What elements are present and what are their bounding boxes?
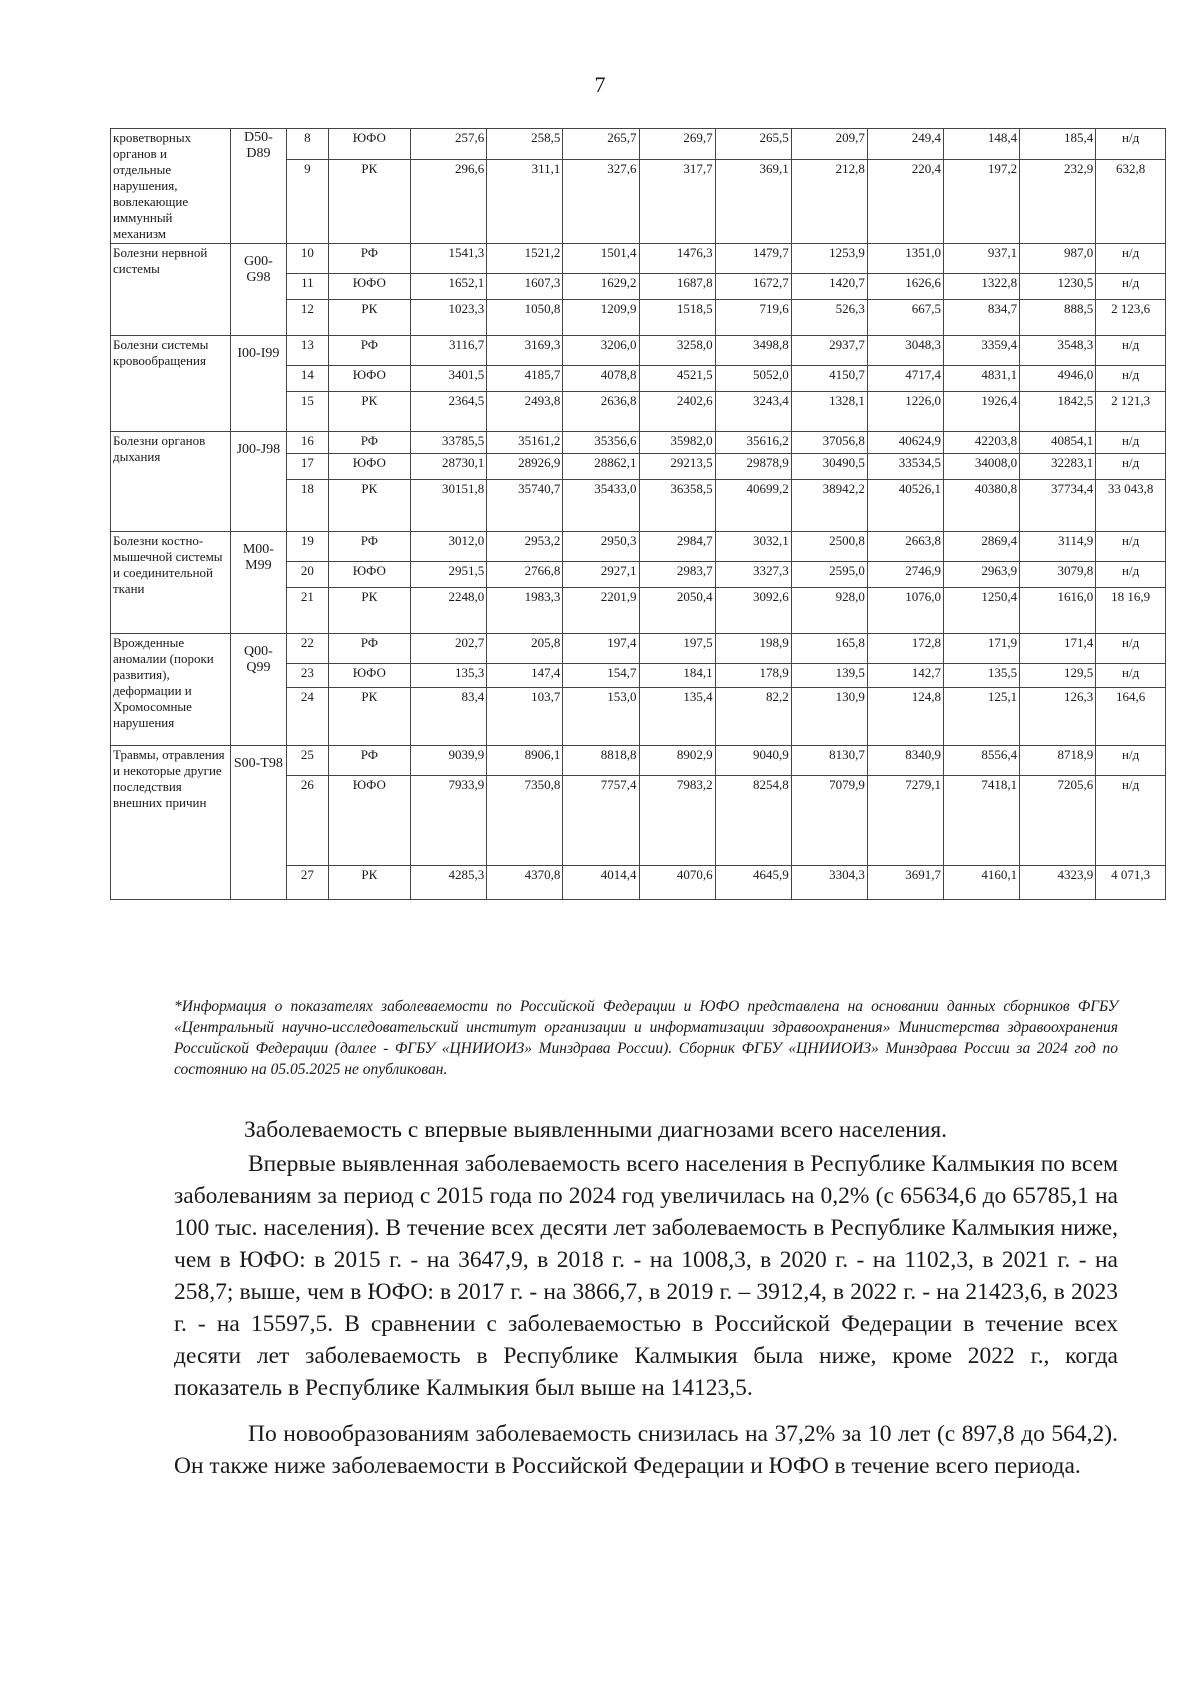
value-cell: 7350,8 bbox=[487, 776, 563, 866]
value-cell-2024: н/д bbox=[1096, 532, 1166, 562]
value-cell: 3498,8 bbox=[715, 336, 791, 366]
value-cell: 3012,0 bbox=[411, 532, 487, 562]
value-cell: 258,5 bbox=[487, 129, 563, 160]
value-cell: 3114,9 bbox=[1020, 532, 1096, 562]
value-cell: 232,9 bbox=[1020, 159, 1096, 243]
disease-group-label: Врожденные аномалии (пороки развития), деформации и Хромосомные нарушения bbox=[111, 634, 231, 746]
value-cell: 82,2 bbox=[715, 688, 791, 746]
value-cell: 2493,8 bbox=[487, 392, 563, 432]
disease-group-label: Болезни органов дыхания bbox=[111, 432, 231, 532]
value-cell: 3401,5 bbox=[411, 366, 487, 392]
value-cell: 2937,7 bbox=[791, 336, 867, 366]
morbidity-table bbox=[110, 128, 1166, 900]
disease-group-label: Болезни костно-мышечной системы и соединительной ткани bbox=[111, 532, 231, 634]
value-cell: 35616,2 bbox=[715, 432, 791, 454]
value-cell: 3079,8 bbox=[1020, 562, 1096, 588]
value-cell-2024: н/д bbox=[1096, 432, 1166, 454]
value-cell: 311,1 bbox=[487, 159, 563, 243]
value-cell: 3258,0 bbox=[639, 336, 715, 366]
value-cell: 1626,6 bbox=[867, 274, 943, 300]
region-cell: ЮФО bbox=[328, 129, 411, 160]
icd-code: S00-T98 bbox=[230, 746, 287, 900]
value-cell: 148,4 bbox=[944, 129, 1020, 160]
value-cell: 1518,5 bbox=[639, 300, 715, 336]
value-cell: 937,1 bbox=[944, 244, 1020, 274]
value-cell: 35161,2 bbox=[487, 432, 563, 454]
value-cell: 8818,8 bbox=[563, 746, 639, 776]
row-number: 11 bbox=[287, 274, 328, 300]
value-cell: 1050,8 bbox=[487, 300, 563, 336]
value-cell: 28926,9 bbox=[487, 454, 563, 480]
value-cell-2024: н/д bbox=[1096, 129, 1166, 160]
value-cell: 7279,1 bbox=[867, 776, 943, 866]
section-heading: Заболеваемость с впервые выявленными диагнозами всего населения. bbox=[244, 1117, 948, 1143]
row-number: 14 bbox=[287, 366, 328, 392]
value-cell: 987,0 bbox=[1020, 244, 1096, 274]
value-cell: 130,9 bbox=[791, 688, 867, 746]
value-cell: 8340,9 bbox=[867, 746, 943, 776]
row-number: 10 bbox=[287, 244, 328, 274]
paragraph: Впервые выявленная заболеваемость всего населения в Республике Калмыкия по всем заболеваниям за период с 2015 года по 2024 год увеличилась на 0,2% (с 65634,6 до 65785,1 на 100 тыс. населения). В течение всех десяти лет заболеваемость в Республике Калмыкия ниже, чем в ЮФО: в 2015 г. - на 3647,9, в 2018 г. - на 1008,3, в 2020 г. - на 1102,3, в 2021 г. - на 258,7; выше, чем в ЮФО: в 2017 г. - на 3866,7, в 2019 г. – 3912,4, в 2022 г. - на 21423,6, в 2023 г. - на 15597,5. В сравнении с заболеваемостью в Российской Федерации в течение всех десяти лет заболеваемость в Республике Калмыкия была ниже, кроме 2022 г., когда показатель в Республике Калмыкия был выше на 14123,5. bbox=[174, 1151, 1118, 1401]
value-cell: 2869,4 bbox=[944, 532, 1020, 562]
value-cell-2024: 2 123,6 bbox=[1096, 300, 1166, 336]
value-cell: 35433,0 bbox=[563, 480, 639, 532]
value-cell: 83,4 bbox=[411, 688, 487, 746]
value-cell: 4285,3 bbox=[411, 866, 487, 900]
value-cell: 2636,8 bbox=[563, 392, 639, 432]
value-cell: 834,7 bbox=[944, 300, 1020, 336]
row-number: 26 bbox=[287, 776, 328, 866]
value-cell: 1250,4 bbox=[944, 588, 1020, 634]
value-cell: 30490,5 bbox=[791, 454, 867, 480]
value-cell: 2595,0 bbox=[791, 562, 867, 588]
value-cell: 8254,8 bbox=[715, 776, 791, 866]
value-cell: 3032,1 bbox=[715, 532, 791, 562]
value-cell: 209,7 bbox=[791, 129, 867, 160]
value-cell: 1253,9 bbox=[791, 244, 867, 274]
row-number: 15 bbox=[287, 392, 328, 432]
row-number: 22 bbox=[287, 634, 328, 664]
value-cell: 220,4 bbox=[867, 159, 943, 243]
value-cell: 1672,7 bbox=[715, 274, 791, 300]
region-cell: РК bbox=[328, 480, 411, 532]
disease-group-label: Болезни нервной системы bbox=[111, 244, 231, 336]
value-cell: 28730,1 bbox=[411, 454, 487, 480]
value-cell-2024: н/д bbox=[1096, 366, 1166, 392]
row-number: 25 bbox=[287, 746, 328, 776]
icd-code: M00-M99 bbox=[230, 532, 287, 634]
value-cell: 1209,9 bbox=[563, 300, 639, 336]
value-cell-2024: н/д bbox=[1096, 244, 1166, 274]
value-cell: 142,7 bbox=[867, 664, 943, 688]
page-number: 7 bbox=[594, 72, 606, 97]
value-cell: 2201,9 bbox=[563, 588, 639, 634]
region-cell: РК bbox=[328, 866, 411, 900]
value-cell: 32283,1 bbox=[1020, 454, 1096, 480]
row-number: 17 bbox=[287, 454, 328, 480]
value-cell: 197,5 bbox=[639, 634, 715, 664]
value-cell-2024: н/д bbox=[1096, 634, 1166, 664]
value-cell: 4645,9 bbox=[715, 866, 791, 900]
value-cell: 3691,7 bbox=[867, 866, 943, 900]
value-cell-2024: 18 16,9 bbox=[1096, 588, 1166, 634]
value-cell: 2248,0 bbox=[411, 588, 487, 634]
row-number: 8 bbox=[287, 129, 328, 160]
value-cell: 1476,3 bbox=[639, 244, 715, 274]
value-cell: 153,0 bbox=[563, 688, 639, 746]
value-cell: 4185,7 bbox=[487, 366, 563, 392]
value-cell: 202,7 bbox=[411, 634, 487, 664]
value-cell: 3548,3 bbox=[1020, 336, 1096, 366]
value-cell: 135,3 bbox=[411, 664, 487, 688]
region-cell: РК bbox=[328, 159, 411, 243]
paragraph: По новообразованиям заболеваемость снизилась на 37,2% за 10 лет (с 897,8 до 564,2). Он также ниже заболеваемости в Российской Федерации и ЮФО в течение всего периода. bbox=[174, 1421, 1118, 1479]
value-cell-2024: н/д bbox=[1096, 274, 1166, 300]
value-cell: 38942,2 bbox=[791, 480, 867, 532]
icd-code: Q00-Q99 bbox=[230, 634, 287, 746]
value-cell: 35982,0 bbox=[639, 432, 715, 454]
value-cell: 8902,9 bbox=[639, 746, 715, 776]
row-number: 27 bbox=[287, 866, 328, 900]
row-number: 24 bbox=[287, 688, 328, 746]
value-cell: 3327,3 bbox=[715, 562, 791, 588]
value-cell: 40699,2 bbox=[715, 480, 791, 532]
value-cell-2024: н/д bbox=[1096, 664, 1166, 688]
value-cell: 1328,1 bbox=[791, 392, 867, 432]
value-cell: 1076,0 bbox=[867, 588, 943, 634]
row-number: 16 bbox=[287, 432, 328, 454]
value-cell: 36358,5 bbox=[639, 480, 715, 532]
value-cell: 8556,4 bbox=[944, 746, 1020, 776]
row-number: 9 bbox=[287, 159, 328, 243]
value-cell: 198,9 bbox=[715, 634, 791, 664]
row-number: 19 bbox=[287, 532, 328, 562]
value-cell: 126,3 bbox=[1020, 688, 1096, 746]
value-cell: 2746,9 bbox=[867, 562, 943, 588]
disease-group-label: Болезни системы кровообращения bbox=[111, 336, 231, 432]
table-row bbox=[111, 432, 1166, 454]
icd-code: D50-D89 bbox=[230, 129, 287, 244]
value-cell: 4717,4 bbox=[867, 366, 943, 392]
value-cell: 40624,9 bbox=[867, 432, 943, 454]
value-cell: 1842,5 bbox=[1020, 392, 1096, 432]
region-cell: ЮФО bbox=[328, 776, 411, 866]
value-cell: 184,1 bbox=[639, 664, 715, 688]
value-cell: 3206,0 bbox=[563, 336, 639, 366]
value-cell: 29213,5 bbox=[639, 454, 715, 480]
row-number: 20 bbox=[287, 562, 328, 588]
table-row bbox=[111, 634, 1166, 664]
value-cell: 8718,9 bbox=[1020, 746, 1096, 776]
value-cell: 888,5 bbox=[1020, 300, 1096, 336]
row-number: 18 bbox=[287, 480, 328, 532]
value-cell: 42203,8 bbox=[944, 432, 1020, 454]
value-cell: 4150,7 bbox=[791, 366, 867, 392]
region-cell: РФ bbox=[328, 244, 411, 274]
region-cell: ЮФО bbox=[328, 454, 411, 480]
value-cell: 103,7 bbox=[487, 688, 563, 746]
value-cell: 129,5 bbox=[1020, 664, 1096, 688]
value-cell: 3092,6 bbox=[715, 588, 791, 634]
value-cell: 3048,3 bbox=[867, 336, 943, 366]
value-cell: 1226,0 bbox=[867, 392, 943, 432]
region-cell: ЮФО bbox=[328, 366, 411, 392]
region-cell: РК bbox=[328, 300, 411, 336]
value-cell: 2950,3 bbox=[563, 532, 639, 562]
value-cell: 2050,4 bbox=[639, 588, 715, 634]
value-cell: 249,4 bbox=[867, 129, 943, 160]
value-cell: 7983,2 bbox=[639, 776, 715, 866]
footnote: *Информация о показателях заболеваемости по Российской Федерации и ЮФО представлена на основании данных сборников ФГБУ «Центральный научно-исследовательский институт организации и информатизации здравоохранения» Министерства здравоохранения Российской Федерации (далее - ФГБУ «ЦНИИОИЗ» Минздрава России). Сборник ФГБУ «ЦНИИОИЗ» Минздрава России за 2024 год по состоянию на 05.05.2025 не опубликован. bbox=[174, 998, 1118, 1078]
icd-code: I00-I99 bbox=[230, 336, 287, 432]
value-cell: 139,5 bbox=[791, 664, 867, 688]
value-cell-2024: н/д bbox=[1096, 454, 1166, 480]
value-cell: 526,3 bbox=[791, 300, 867, 336]
value-cell: 125,1 bbox=[944, 688, 1020, 746]
region-cell: РФ bbox=[328, 432, 411, 454]
value-cell: 3169,3 bbox=[487, 336, 563, 366]
value-cell: 2983,7 bbox=[639, 562, 715, 588]
disease-group-label: Травмы, отравления и некоторые другие последствия внешних причин bbox=[111, 746, 231, 900]
table-row bbox=[111, 129, 1166, 160]
value-cell: 35740,7 bbox=[487, 480, 563, 532]
value-cell: 2927,1 bbox=[563, 562, 639, 588]
disease-group-label: кроветворных органов и отдельные нарушения, вовлекающие иммунный механизм bbox=[111, 129, 231, 244]
value-cell: 2984,7 bbox=[639, 532, 715, 562]
value-cell: 257,6 bbox=[411, 129, 487, 160]
value-cell: 2953,2 bbox=[487, 532, 563, 562]
value-cell: 7757,4 bbox=[563, 776, 639, 866]
value-cell: 178,9 bbox=[715, 664, 791, 688]
value-cell: 2963,9 bbox=[944, 562, 1020, 588]
value-cell: 3243,4 bbox=[715, 392, 791, 432]
value-cell: 4014,4 bbox=[563, 866, 639, 900]
table-row bbox=[111, 532, 1166, 562]
icd-code: J00-J98 bbox=[230, 432, 287, 532]
value-cell: 265,5 bbox=[715, 129, 791, 160]
value-cell: 4160,1 bbox=[944, 866, 1020, 900]
row-number: 23 bbox=[287, 664, 328, 688]
row-number: 13 bbox=[287, 336, 328, 366]
value-cell: 2500,8 bbox=[791, 532, 867, 562]
value-cell: 4831,1 bbox=[944, 366, 1020, 392]
value-cell: 1983,3 bbox=[487, 588, 563, 634]
value-cell: 34008,0 bbox=[944, 454, 1020, 480]
value-cell: 33534,5 bbox=[867, 454, 943, 480]
value-cell: 1926,4 bbox=[944, 392, 1020, 432]
value-cell: 1322,8 bbox=[944, 274, 1020, 300]
value-cell: 1652,1 bbox=[411, 274, 487, 300]
value-cell: 7933,9 bbox=[411, 776, 487, 866]
value-cell: 4370,8 bbox=[487, 866, 563, 900]
value-cell: 28862,1 bbox=[563, 454, 639, 480]
value-cell-2024: н/д bbox=[1096, 746, 1166, 776]
value-cell: 9040,9 bbox=[715, 746, 791, 776]
value-cell: 35356,6 bbox=[563, 432, 639, 454]
value-cell-2024: н/д bbox=[1096, 776, 1166, 866]
value-cell: 265,7 bbox=[563, 129, 639, 160]
value-cell: 2402,6 bbox=[639, 392, 715, 432]
value-cell: 2766,8 bbox=[487, 562, 563, 588]
value-cell: 197,4 bbox=[563, 634, 639, 664]
value-cell: 30151,8 bbox=[411, 480, 487, 532]
value-cell-2024: 164,6 bbox=[1096, 688, 1166, 746]
value-cell: 2364,5 bbox=[411, 392, 487, 432]
value-cell: 1351,0 bbox=[867, 244, 943, 274]
value-cell: 8906,1 bbox=[487, 746, 563, 776]
value-cell: 37056,8 bbox=[791, 432, 867, 454]
value-cell-2024: н/д bbox=[1096, 336, 1166, 366]
row-number: 12 bbox=[287, 300, 328, 336]
value-cell: 33785,5 bbox=[411, 432, 487, 454]
region-cell: РК bbox=[328, 688, 411, 746]
value-cell: 1687,8 bbox=[639, 274, 715, 300]
value-cell-2024: 33 043,8 bbox=[1096, 480, 1166, 532]
value-cell: 327,6 bbox=[563, 159, 639, 243]
value-cell: 1541,3 bbox=[411, 244, 487, 274]
table-row bbox=[111, 244, 1166, 274]
value-cell: 667,5 bbox=[867, 300, 943, 336]
value-cell-2024: 2 121,3 bbox=[1096, 392, 1166, 432]
value-cell: 40526,1 bbox=[867, 480, 943, 532]
value-cell: 212,8 bbox=[791, 159, 867, 243]
value-cell: 165,8 bbox=[791, 634, 867, 664]
value-cell: 147,4 bbox=[487, 664, 563, 688]
value-cell: 40380,8 bbox=[944, 480, 1020, 532]
body-text bbox=[174, 1114, 1118, 1482]
value-cell: 7079,9 bbox=[791, 776, 867, 866]
value-cell: 3304,3 bbox=[791, 866, 867, 900]
value-cell: 171,4 bbox=[1020, 634, 1096, 664]
value-cell: 4078,8 bbox=[563, 366, 639, 392]
value-cell: 7205,6 bbox=[1020, 776, 1096, 866]
region-cell: ЮФО bbox=[328, 664, 411, 688]
value-cell: 1607,3 bbox=[487, 274, 563, 300]
value-cell: 1629,2 bbox=[563, 274, 639, 300]
value-cell: 197,2 bbox=[944, 159, 1020, 243]
value-cell: 5052,0 bbox=[715, 366, 791, 392]
value-cell: 171,9 bbox=[944, 634, 1020, 664]
value-cell-2024: 4 071,3 bbox=[1096, 866, 1166, 900]
table-row bbox=[111, 336, 1166, 366]
value-cell: 4070,6 bbox=[639, 866, 715, 900]
value-cell: 37734,4 bbox=[1020, 480, 1096, 532]
value-cell: 7418,1 bbox=[944, 776, 1020, 866]
value-cell: 1420,7 bbox=[791, 274, 867, 300]
value-cell: 8130,7 bbox=[791, 746, 867, 776]
value-cell: 269,7 bbox=[639, 129, 715, 160]
value-cell: 369,1 bbox=[715, 159, 791, 243]
value-cell: 296,6 bbox=[411, 159, 487, 243]
region-cell: РФ bbox=[328, 634, 411, 664]
region-cell: РФ bbox=[328, 532, 411, 562]
value-cell: 3359,4 bbox=[944, 336, 1020, 366]
value-cell: 124,8 bbox=[867, 688, 943, 746]
value-cell: 185,4 bbox=[1020, 129, 1096, 160]
icd-code: G00-G98 bbox=[230, 244, 287, 336]
region-cell: РК bbox=[328, 392, 411, 432]
value-cell: 4521,5 bbox=[639, 366, 715, 392]
table-row bbox=[111, 746, 1166, 776]
value-cell-2024: н/д bbox=[1096, 562, 1166, 588]
region-cell: РК bbox=[328, 588, 411, 634]
value-cell: 1521,2 bbox=[487, 244, 563, 274]
value-cell: 4323,9 bbox=[1020, 866, 1096, 900]
region-cell: РФ bbox=[328, 336, 411, 366]
value-cell: 3116,7 bbox=[411, 336, 487, 366]
value-cell: 172,8 bbox=[867, 634, 943, 664]
value-cell: 4946,0 bbox=[1020, 366, 1096, 392]
value-cell: 135,4 bbox=[639, 688, 715, 746]
value-cell: 1230,5 bbox=[1020, 274, 1096, 300]
value-cell: 29878,9 bbox=[715, 454, 791, 480]
region-cell: РФ bbox=[328, 746, 411, 776]
value-cell-2024: 632,8 bbox=[1096, 159, 1166, 243]
value-cell: 1023,3 bbox=[411, 300, 487, 336]
value-cell: 135,5 bbox=[944, 664, 1020, 688]
value-cell: 40854,1 bbox=[1020, 432, 1096, 454]
value-cell: 928,0 bbox=[791, 588, 867, 634]
value-cell: 2951,5 bbox=[411, 562, 487, 588]
region-cell: ЮФО bbox=[328, 562, 411, 588]
row-number: 21 bbox=[287, 588, 328, 634]
value-cell: 1501,4 bbox=[563, 244, 639, 274]
value-cell: 1479,7 bbox=[715, 244, 791, 274]
region-cell: ЮФО bbox=[328, 274, 411, 300]
value-cell: 719,6 bbox=[715, 300, 791, 336]
value-cell: 1616,0 bbox=[1020, 588, 1096, 634]
value-cell: 154,7 bbox=[563, 664, 639, 688]
value-cell: 2663,8 bbox=[867, 532, 943, 562]
value-cell: 205,8 bbox=[487, 634, 563, 664]
value-cell: 9039,9 bbox=[411, 746, 487, 776]
value-cell: 317,7 bbox=[639, 159, 715, 243]
